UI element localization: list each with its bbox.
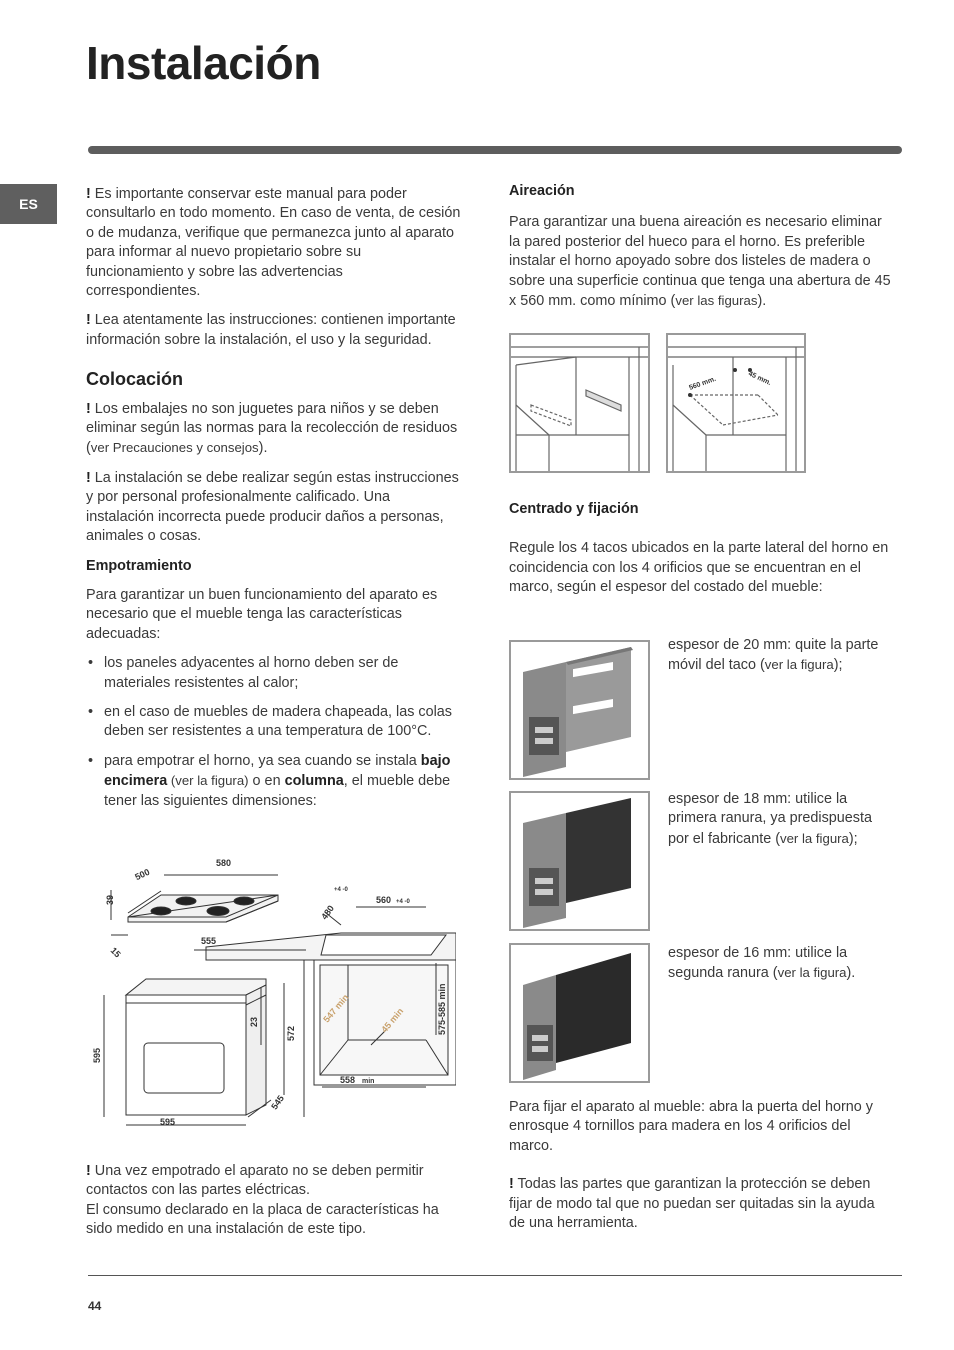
dimension-label: 545 xyxy=(269,1093,286,1112)
right-column-top xyxy=(509,182,894,311)
dimension-label: 580 xyxy=(216,858,232,868)
ventilation-figure-1 xyxy=(509,333,650,473)
plug-text-18mm: espesor de 18 mm: utilice la primera ranura, ya predispuesta por el fabricante (ver la figura); xyxy=(668,791,872,847)
plug-figure-20mm xyxy=(509,640,650,780)
left-column-top xyxy=(86,185,461,811)
paragraph-keep-manual: ! Es importante conservar este manual para poder consultarlo en todo momento. En caso de venta, de cesión o de mudanza, verifique que permanezca junto al aparato para informar al nuevo propietario sobre su funcionamiento y sobre las advertencias correspondientes. xyxy=(86,186,461,300)
dimension-label: 558 xyxy=(340,1075,356,1085)
dimension-label: 575-585 min xyxy=(437,983,447,1035)
dimension-label: 572 xyxy=(286,1025,296,1041)
dimension-label: 45 min xyxy=(379,1006,406,1035)
paragraph-ventilation: Para garantizar una buena aireación es necesario eliminar la pared posterior del hueco para el horno. Es preferible instalar el horno apoyado sobre dos listeles de madera o sobre una superficie continua que tenga una abertura de 45 x 560 mm. como mínimo (ver las figuras). xyxy=(509,214,891,310)
heading-aireacion: Aireación xyxy=(509,183,575,199)
paragraph-protection: ! Todas las partes que garantizan la protección se deben fijar de modo tal que no puedan ser quitadas sin la ayuda de una herramienta. xyxy=(509,1176,875,1232)
plug-figure-16mm xyxy=(509,943,650,1083)
dimension-label: 555 xyxy=(201,936,217,946)
dimension-label: 547 min xyxy=(321,992,351,1025)
dimension-label: 39 xyxy=(105,894,115,905)
dimension-label: 595 xyxy=(160,1117,176,1127)
dimension-label: 23 xyxy=(249,1016,259,1027)
heading-centrado: Centrado y fijación xyxy=(509,501,639,517)
cabinet-slats-illustration xyxy=(511,335,648,471)
list-item: • para empotrar el horno, ya sea cuando se instala bajo encimera (ver la figura) o en columna, el mueble debe tener las siguientes dimensiones: xyxy=(86,752,461,811)
footer-divider xyxy=(88,1275,902,1276)
plug-figure-18mm xyxy=(509,791,650,931)
dimension-label: min xyxy=(362,1078,375,1085)
paragraph-electrical-parts: ! Una vez empotrado el aparato no se deben permitir contactos con las partes eléctricas. xyxy=(86,1163,424,1199)
list-item: • los paneles adyacentes al horno deben ser de materiales resistentes al calor; xyxy=(86,654,461,693)
plug-text-16mm: espesor de 16 mm: utilice la segunda ranura (ver la figura). xyxy=(668,945,856,982)
right-column-bottom xyxy=(509,1098,894,1233)
paragraph-read-instructions: ! Lea atentamente las instrucciones: contienen importante información sobre la instalación, el uso y la seguridad. xyxy=(86,312,456,348)
paragraph-fixing: Para fijar el aparato al mueble: abra la puerta del horno y enrosque 4 tornillos para madera en los 4 orificios del marco. xyxy=(509,1099,873,1154)
page-title: Instalación xyxy=(86,37,321,89)
dimension-label: 45 mm. xyxy=(747,370,772,388)
paragraph-packaging: ! Los embalajes no son juguetes para niños y se deben eliminar según las normas para la recolección de residuos (ver Precauciones y consejos). xyxy=(86,400,458,457)
plug-illustration xyxy=(511,945,648,1081)
requirements-list xyxy=(86,654,461,811)
dimension-label: 560 xyxy=(376,895,392,905)
list-item: • en el caso de muebles de madera chapeada, las colas deben ser resistentes a una temperatura de 100°C. xyxy=(86,703,461,742)
plug-illustration xyxy=(511,642,648,778)
dimension-label: 500 xyxy=(133,866,152,883)
dimension-label: +4 -0 xyxy=(334,887,348,893)
plug-illustration xyxy=(511,793,648,929)
heading-empotramiento: Empotramiento xyxy=(86,557,192,574)
ventilation-figure-2 xyxy=(666,333,806,473)
plug-text-20mm: espesor de 20 mm: quite la parte móvil del taco (ver la figura); xyxy=(668,637,879,674)
left-column-bottom xyxy=(86,1162,461,1240)
cabinet-opening-illustration xyxy=(668,335,804,471)
dimension-label: 560 mm. xyxy=(688,375,718,392)
built-in-dimensions-diagram xyxy=(86,855,456,1133)
heading-colocacion: Colocación xyxy=(86,369,184,390)
dimension-label: 480 xyxy=(319,903,336,922)
right-column-middle xyxy=(509,500,894,598)
language-tab: ES xyxy=(0,184,57,224)
paragraph-centering: Regule los 4 tacos ubicados en la parte lateral del horno en coincidencia con los 4 orificios que se encuentran en el marco, según el espesor del costado del mueble: xyxy=(509,540,889,596)
dimension-label: +4 -0 xyxy=(396,899,410,905)
dimension-label: 15 xyxy=(108,945,123,960)
paragraph-furniture-requirements: Para garantizar un buen funcionamiento del aparato es necesario que el mueble tenga las características adecuadas: xyxy=(86,586,438,642)
paragraph-consumption: El consumo declarado en la placa de características ha sido medido en una instalación de este tipo. xyxy=(86,1201,439,1238)
dimension-label: 595 xyxy=(92,1047,102,1063)
paragraph-installation-warning: ! La instalación se debe realizar según estas instrucciones y por personal profesionalmente calificado. Una instalación incorrecta puede producir daños a personas, animales o cosas. xyxy=(86,469,459,545)
title-divider xyxy=(88,146,902,154)
page-number: 44 xyxy=(88,1299,102,1313)
